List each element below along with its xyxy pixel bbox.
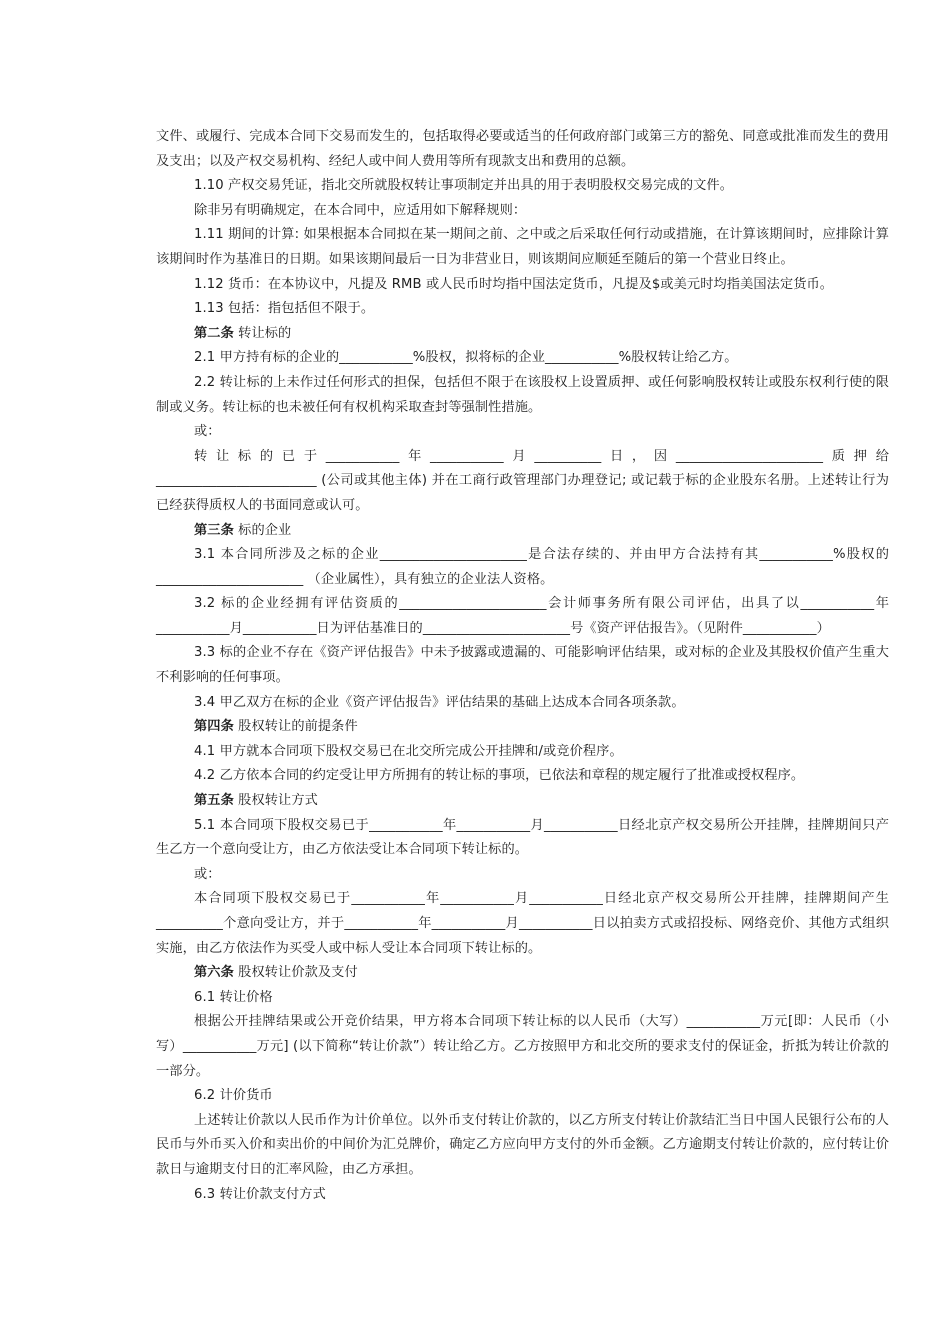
paragraph-2-1: 2.1 甲方持有标的企业的___________%股权，拟将标的企业___________%股权转让给乙方。	[194, 350, 738, 366]
paragraph-4-1: 4.1 甲方就本合同项下股权交易已在北交所完成公开挂牌和/或竞价程序。	[194, 743, 623, 759]
article-number: 第六条	[194, 965, 234, 981]
paragraph-interpretation-rules: 除非另有明确规定，在本合同中，应适用如下解释规则：	[194, 202, 527, 218]
paragraph-6-2-body: 上述转让价款以人民币作为计价单位。以外币支付转让价款的，以乙方所支付转让价款结汇当日中国人民银行公布的人民币与外币买入价和卖出价的中间价为汇兑牌价，确定乙方应向甲方支付的外币金额。乙方逾期支付转让价款的，应付转让价款日与逾期支付日的汇率风险，由乙方承担。	[156, 1112, 889, 1177]
article-number: 第三条	[194, 522, 234, 538]
article-number: 第二条	[194, 325, 234, 341]
paragraph-5-1: 5.1 本合同项下股权交易已于___________年___________月___________日经北京产权交易所公开挂牌，挂牌期间只产生乙方一个意向受让方，由乙方依法受让本合同项下转让标的。	[156, 817, 889, 858]
paragraph-3-4: 3.4 甲乙双方在标的企业《资产评估报告》评估结果的基础上达成本合同各项条款。	[194, 694, 685, 710]
article-title: 股权转让方式	[233, 793, 318, 809]
article-title: 股权转让价款及支付	[233, 965, 358, 981]
paragraph-4-2: 4.2 乙方依本合同的约定受让甲方所拥有的转让标的事项，已依法和章程的规定履行了批准或授权程序。	[194, 768, 805, 784]
paragraph-2-2: 2.2 转让标的上未作过任何形式的担保，包括但不限于在该股权上设置质押、或任何影响股权转让或股东权利行使的限制或义务。转让标的也未被任何有权机构采取查封等强制性措施。	[156, 374, 889, 415]
article-3-heading	[156, 519, 889, 544]
paragraph-3-3: 3.3 标的企业不存在《资产评估报告》中未予披露或遗漏的、可能影响评估结果，或对标的企业及其股权价值产生重大不利影响的任何事项。	[156, 645, 889, 686]
article-5-heading	[156, 789, 889, 814]
article-4-heading	[156, 715, 889, 740]
paragraph-auction-alternative: 本合同项下股权交易已于___________年___________月___________日经北京产权交易所公开挂牌，挂牌期间产生__________个意向受让方，并于___________年___________月___________日以拍卖方式或招投标、网络竞价、其他方式组织实施，由乙方依法作为买受人或中标人受让本合同项下转让标的。	[156, 891, 889, 956]
paragraph-6-3-title: 6.3 转让价款支付方式	[194, 1186, 326, 1202]
article-number: 第五条	[194, 793, 234, 809]
paragraph-6-2-title: 6.2 计价货币	[194, 1088, 273, 1104]
paragraph-pledge-alternative: 转让标的已于___________年___________月__________日，因______________________质押给________________________ (公司或其他主体) 并在工商行政管理部门办理登记; 或记载于标的企业股东名册。上述转让行为已经获得质权人的书面同意或认可。	[156, 448, 889, 513]
article-title: 转让标的	[233, 325, 292, 341]
article-number: 第四条	[194, 719, 234, 735]
paragraph-1-12: 1.12 货币：在本协议中，凡提及 RMB 或人民币时均指中国法定货币，凡提及$或美元时均指美国法定货币。	[194, 276, 834, 292]
paragraph-6-1-title: 6.1 转让价格	[194, 989, 273, 1005]
paragraph-6-1-body: 根据公开挂牌结果或公开竞价结果，甲方将本合同项下转让标的以人民币（大写）___________万元[即：人民币（小写）___________万元] (以下简称“转让价款”）转让给乙方。乙方按照甲方和北交所的要求支付的保证金，折抵为转让价款的一部分。	[156, 1014, 889, 1079]
article-title: 股权转让的前提条件	[233, 719, 358, 735]
paragraph-or: 或：	[194, 866, 221, 882]
article-title: 标的企业	[233, 522, 292, 538]
paragraph-definitions-cont: 文件、或履行、完成本合同下交易而发生的，包括取得必要或适当的任何政府部门或第三方的豁免、同意或批准而发生的费用及支出；以及产权交易机构、经纪人或中间人费用等所有现款支出和费用的总额。	[156, 129, 889, 169]
paragraph-1-13: 1.13 包括：指包括但不限于。	[194, 301, 375, 317]
paragraph-or: 或：	[194, 424, 221, 440]
paragraph-3-2: 3.2 标的企业经拥有评估资质的______________________会计师事务所有限公司评估，出具了以___________年___________月___________日为评估基准日的______________________号《资产评估报告》。（见附件___________）	[156, 596, 889, 636]
paragraph-1-10: 1.10 产权交易凭证，指北交所就股权转让事项制定并出具的用于表明股权交易完成的文件。	[194, 178, 733, 194]
paragraph-3-1: 3.1 本合同所涉及之标的企业______________________是合法存续的、并由甲方合法持有其___________%股权的______________________ （企业属性），具有独立的企业法人资格。	[156, 547, 889, 587]
paragraph-1-11: 1.11 期间的计算: 如果根据本合同拟在某一期间之前、之中或之后采取任何行动或措施，在计算该期间时，应排除计算该期间时作为基准日的日期。如果该期间最后一日为非营业日，则该期间应顺延至随后的第一个营业日终止。	[156, 227, 889, 267]
article-2-heading	[156, 322, 889, 347]
document-page	[156, 125, 889, 1207]
article-6-heading	[156, 961, 889, 986]
